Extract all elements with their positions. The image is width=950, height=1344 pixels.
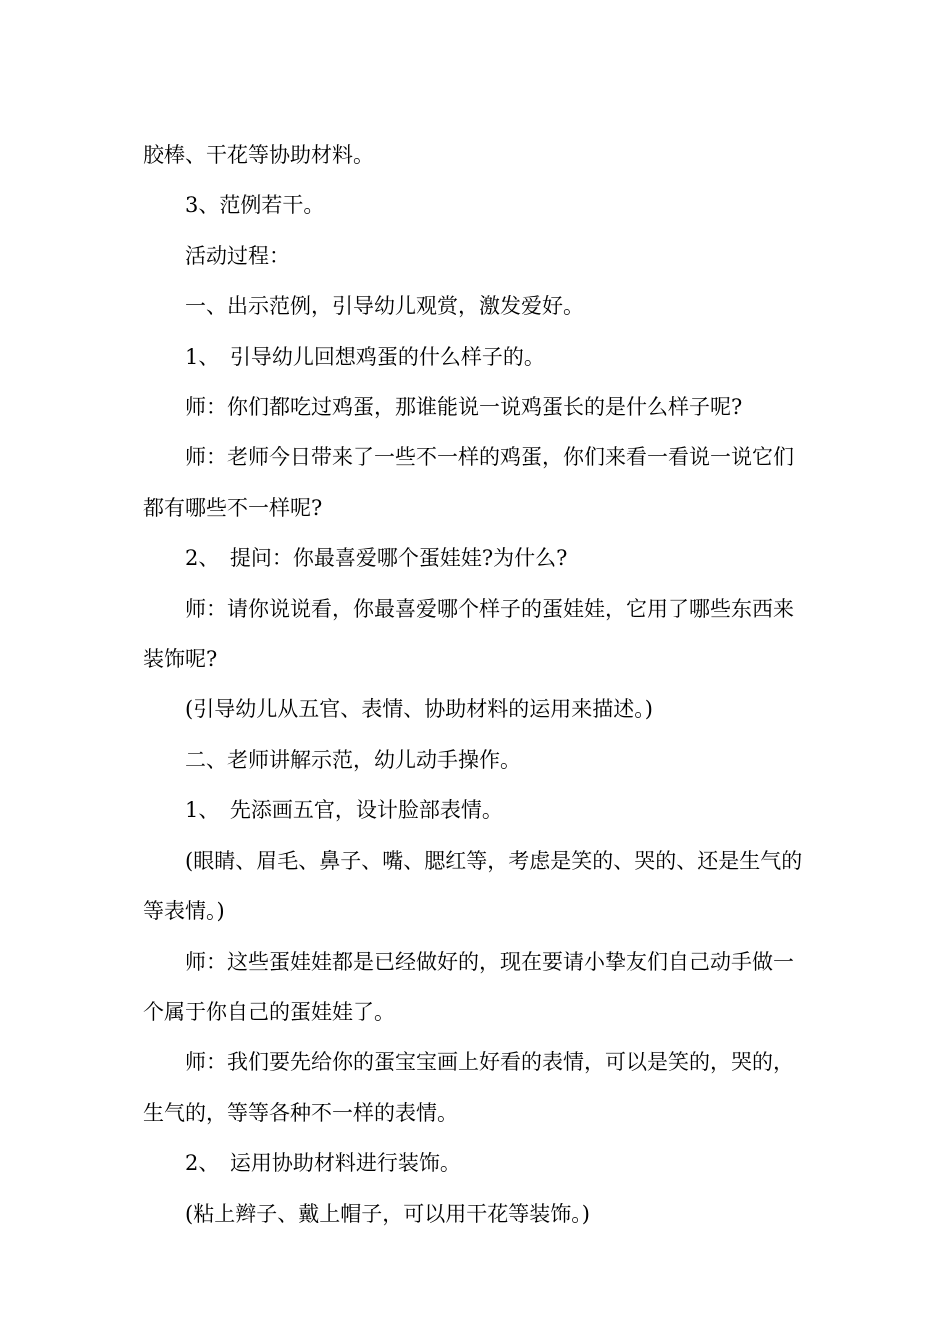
paragraph: 师：老师今日带来了一些不一样的鸡蛋，你们来看一看说一说它们都有哪些不一样呢?	[143, 445, 794, 520]
paragraph: 胶棒、干花等协助材料。	[143, 143, 374, 167]
paragraph: 2、 提问：你最喜爱哪个蛋娃娃?为什么?	[185, 546, 568, 571]
paragraph: 一、出示范例，引导幼儿观赏，激发爱好。	[185, 294, 584, 319]
paragraph: 活动过程：	[185, 243, 290, 268]
paragraph: 二、老师讲解示范，幼儿动手操作。	[185, 747, 521, 772]
paragraph: (眼睛、眉毛、鼻子、嘴、腮红等，考虑是笑的、哭的、还是生气的等表情。)	[143, 848, 803, 924]
paragraph: 师：我们要先给你的蛋宝宝画上好看的表情，可以是笑的，哭的，生气的，等等各种不一样的表情。	[143, 1050, 794, 1125]
paragraph: 2、 运用协助材料进行装饰。	[185, 1151, 461, 1176]
paragraph: (粘上辫子、戴上帽子，可以用干花等装饰。)	[185, 1201, 590, 1226]
paragraph: 师：请你说说看，你最喜爱哪个样子的蛋娃娃，它用了哪些东西来装饰呢?	[143, 596, 794, 672]
paragraph: 师：你们都吃过鸡蛋，那谁能说一说鸡蛋长的是什么样子呢?	[185, 395, 743, 420]
paragraph: 1、 先添画五官，设计脸部表情。	[185, 798, 503, 823]
paragraph: 师：这些蛋娃娃都是已经做好的，现在要请小挚友们自己动手做一个属于你自己的蛋娃娃了。	[143, 949, 794, 1024]
paragraph: 1、 引导幼儿回想鸡蛋的什么样子的。	[185, 344, 545, 369]
document-body	[143, 130, 808, 1239]
paragraph: (引导幼儿从五官、表情、协助材料的运用来描述。)	[185, 697, 653, 722]
paragraph: 3、范例若干。	[185, 193, 325, 218]
